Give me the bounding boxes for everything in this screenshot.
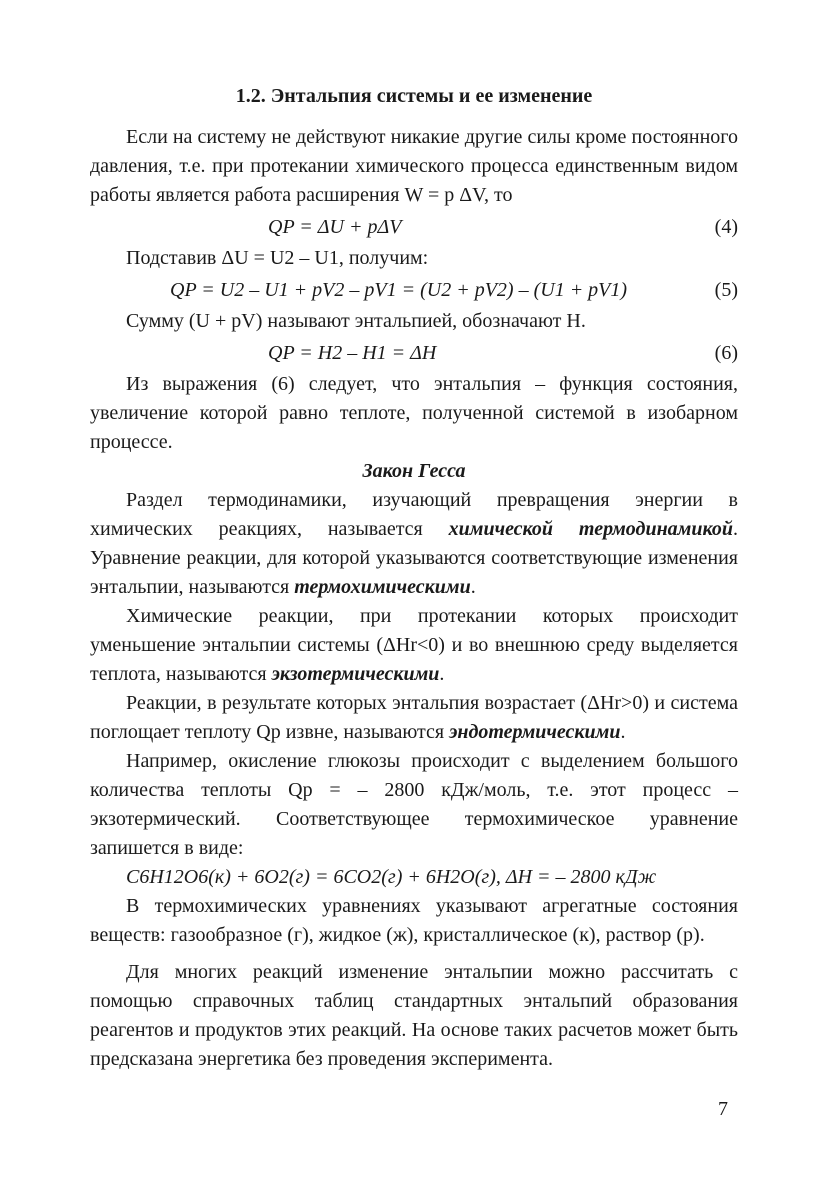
section-heading: 1.2. Энтальпия системы и ее изменение: [235, 85, 593, 107]
thermodynamics-text-3: .: [470, 576, 476, 598]
equation-5-formula: QP = U2 – U1 + pV2 – pV1 = (U2 + pV2) – (U1 + pV1): [170, 279, 628, 301]
equation-5-number: (5): [714, 279, 738, 301]
final-paragraph: Для многих реакций изменение энтальпии можно рассчитать с помощью справочных таблиц стандартных энтальпий образования реагентов и продуктов этих реакций. На основе таких расчетов может быть предсказана энергетика без проведения эксперимента.: [90, 961, 738, 1070]
page-number: 7: [718, 1098, 728, 1120]
equation-4-formula: QP = ΔU + pΔV: [268, 216, 402, 238]
hess-law-title: Закон Гесса: [362, 460, 466, 482]
example-paragraph: Например, окисление глюкозы происходит с выделением большого количества теплоты Qp = – 2800 кДж/моль, т.е. этот процесс – экзотермический. Соответствующее термохимическое уравнение запишется в виде:: [90, 750, 738, 859]
equation-4: [90, 210, 738, 244]
equation-4-number: (4): [714, 216, 738, 238]
thermodynamics-paragraph: [90, 486, 738, 602]
thermodynamics-text-2: . Уравнение реакции, для которой указываются соответствующие изменения энтальпии, называются: [90, 518, 739, 598]
glucose-equation: C6H12O6(к) + 6O2(г) = 6CO2(г) + 6H2O(г), ΔH = – 2800 кДж: [126, 866, 657, 888]
term-chemical-thermodynamics: химической термодинамикой: [448, 518, 734, 540]
term-exothermic: экзотермическими: [271, 663, 440, 685]
exothermic-paragraph: [90, 602, 738, 689]
sum-definition: Сумму (U + pV) называют энтальпией, обозначают H.: [126, 310, 586, 332]
states-paragraph: В термохимических уравнениях указывают агрегатные состояния веществ: газообразное (г), жидкое (ж), кристаллическое (к), раствор (р).: [90, 895, 738, 946]
intro-paragraph: Если на систему не действуют никакие другие силы кроме постоянного давления, т.е. при протекании химического процесса единственным видом работы является работа расширения W = p ΔV, то: [90, 126, 738, 206]
endothermic-end: .: [620, 721, 626, 743]
term-endothermic: эндотермическими: [449, 721, 621, 743]
conclusion-paragraph: Из выражения (6) следует, что энтальпия – функция состояния, увеличение которой равно теплоте, полученной системой в изобарном процессе.: [90, 373, 738, 453]
endothermic-text: Реакции, в результате которых энтальпия возрастает (ΔHr>0) и система поглощает теплоту Qp извне, называются: [90, 692, 738, 743]
equation-6-number: (6): [714, 342, 738, 364]
substitution-line: Подставив ΔU = U2 – U1, получим:: [126, 247, 429, 269]
equation-5: [90, 273, 738, 307]
term-thermochemical: термохимическими: [294, 576, 471, 598]
page-content: [90, 82, 738, 1074]
thermodynamics-text-1: Раздел термодинамики, изучающий превращения энергии в химических реакциях, называется: [90, 489, 738, 540]
exothermic-text: Химические реакции, при протекании которых происходит уменьшение энтальпии системы (ΔHr<0) и во внешнюю среду выделяется теплота, называются: [90, 605, 738, 685]
exothermic-end: .: [439, 663, 445, 685]
endothermic-paragraph: [90, 689, 738, 747]
equation-6: [90, 336, 738, 370]
equation-6-formula: QP = H2 – H1 = ΔH: [268, 342, 437, 364]
